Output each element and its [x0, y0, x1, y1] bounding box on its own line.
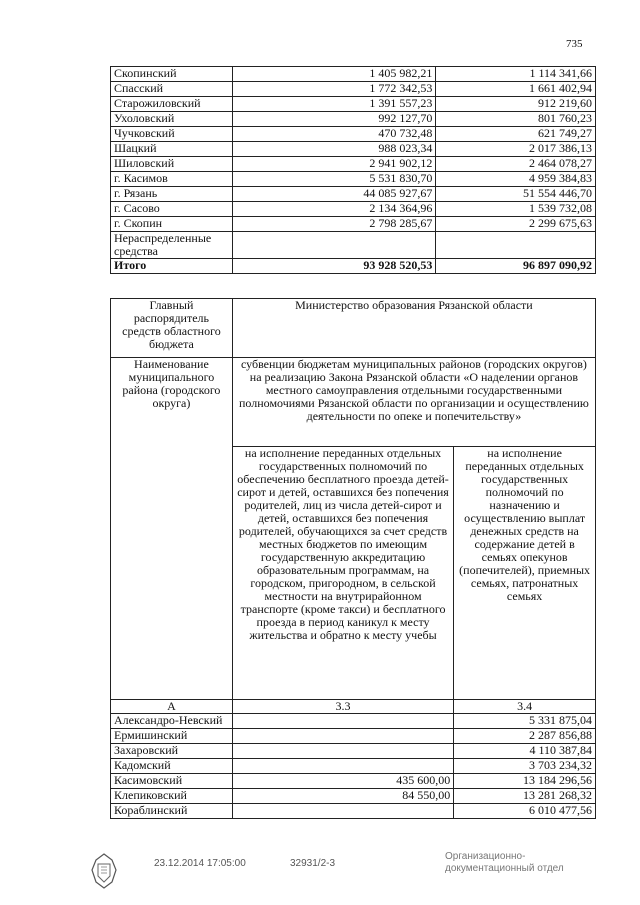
district-name: Ермишинский: [111, 729, 233, 744]
table-row: [111, 759, 596, 774]
district-name: Клепиковский: [111, 789, 233, 804]
amount-col-1: 992 127,70: [232, 112, 435, 127]
amount-col-2: 2 299 675,63: [436, 217, 596, 232]
district-name: Касимовский: [111, 774, 233, 789]
table-row: [111, 187, 596, 202]
table-row: [111, 232, 596, 259]
allocation-table-2: [110, 298, 596, 819]
district-name: Шацкий: [111, 142, 233, 157]
amount-col-3-3: 84 550,00: [232, 789, 453, 804]
district-name: Кораблинский: [111, 804, 233, 819]
amount-col-3-3: [232, 744, 453, 759]
table-row: [111, 127, 596, 142]
table-row: [111, 82, 596, 97]
amount-col-2: 912 219,60: [436, 97, 596, 112]
district-name: Захаровский: [111, 744, 233, 759]
amount-col-3-4: 4 110 387,84: [454, 744, 596, 759]
amount-col-1: 2 134 364,96: [232, 202, 435, 217]
table-row: [111, 804, 596, 819]
district-name: г. Сасово: [111, 202, 233, 217]
table-row: [111, 142, 596, 157]
footer-datetime: 23.12.2014 17:05:00: [154, 858, 246, 869]
header-manager-value: Министерство образования Рязанской области: [232, 299, 595, 358]
footer-note: Организационно-документационный отдел: [445, 851, 564, 874]
header-district-label: Наименование муниципального района (городского округа): [111, 358, 233, 700]
table-row: [111, 67, 596, 82]
table-row: [111, 112, 596, 127]
district-name: Старожиловский: [111, 97, 233, 112]
amount-col-3-4: 5 331 875,04: [454, 714, 596, 729]
amount-col-1: 44 085 927,67: [232, 187, 435, 202]
amount-col-1: 470 732,48: [232, 127, 435, 142]
header-manager-label: Главный распорядитель средств областного бюджета: [111, 299, 233, 358]
district-name: Ухоловский: [111, 112, 233, 127]
table-row: [111, 202, 596, 217]
amount-col-2: 2 464 078,27: [436, 157, 596, 172]
district-name: Шиловский: [111, 157, 233, 172]
amount-col-1: 5 531 830,70: [232, 172, 435, 187]
header-column-3-3: на исполнение переданных отдельных государственных полномочий по обеспечению бесплатного проезда детей-сирот и детей, оставшихся без попечения родителей, лиц из числа детей-сирот и детей, оставшихся без попечения родителей, обучающихся за счет средств местных бюджетов по имеющим государственную аккредитацию образовательным программам, на городском, пригородном, в сельской местности на внутрирайонном транспорте (кроме такси) и бесплатного проезда в период каникул к месту жительства и обратно к месту учебы: [232, 447, 453, 700]
amount-col-2: 1 661 402,94: [436, 82, 596, 97]
amount-col-3-4: 6 010 477,56: [454, 804, 596, 819]
district-name: г. Касимов: [111, 172, 233, 187]
amount-col-3-4: 13 281 268,32: [454, 789, 596, 804]
district-name: г. Скопин: [111, 217, 233, 232]
table-row: [111, 744, 596, 759]
amount-col-2: 51 554 446,70: [436, 187, 596, 202]
table-row: [111, 714, 596, 729]
code-3-3: 3.3: [232, 700, 453, 714]
district-name: Александро-Невский: [111, 714, 233, 729]
amount-col-1: 1 405 982,21: [232, 67, 435, 82]
code-3-4: 3.4: [454, 700, 596, 714]
amount-col-1: 2 798 285,67: [232, 217, 435, 232]
amount-col-3-4: 3 703 234,32: [454, 759, 596, 774]
amount-col-1: [232, 232, 435, 259]
amount-col-3-4: 2 287 856,88: [454, 729, 596, 744]
amount-col-3-3: [232, 729, 453, 744]
header-subvention: субвенции бюджетам муниципальных районов (городских округов) на реализацию Закона Рязанской области «О наделении органов местного самоуправления отдельными государственными полномочиями Рязанской области по организации и осуществлению деятельности по опеке и попечительству»: [232, 358, 595, 447]
amount-col-1: 2 941 902,12: [232, 157, 435, 172]
coat-of-arms-stamp: [88, 852, 120, 890]
amount-col-3-3: [232, 759, 453, 774]
total-col-1: 93 928 520,53: [232, 259, 435, 274]
district-name: г. Рязань: [111, 187, 233, 202]
amount-col-2: 1 114 341,66: [436, 67, 596, 82]
total-col-2: 96 897 090,92: [436, 259, 596, 274]
table-row: [111, 157, 596, 172]
table-row: [111, 729, 596, 744]
amount-col-1: 1 391 557,23: [232, 97, 435, 112]
table-row: [111, 172, 596, 187]
district-name: Скопинский: [111, 67, 233, 82]
table-row: [111, 217, 596, 232]
amount-col-3-4: 13 184 296,56: [454, 774, 596, 789]
amount-col-2: 1 539 732,08: [436, 202, 596, 217]
amount-col-3-3: 435 600,00: [232, 774, 453, 789]
header-column-3-4: на исполнение переданных отдельных государственных полномочий по назначению и осуществлению выплат денежных средств на содержание детей в семьях опекунов (попечителей), приемных семьях, патронатных семьях: [454, 447, 596, 700]
amount-col-3-3: [232, 804, 453, 819]
page-number: 735: [566, 38, 583, 50]
amount-col-2: 621 749,27: [436, 127, 596, 142]
total-row: [111, 259, 596, 274]
district-name: Нераспределенные средства: [111, 232, 233, 259]
footer-doc-id: 32931/2-3: [290, 858, 336, 869]
amount-col-3-3: [232, 714, 453, 729]
allocation-table-1: [110, 66, 596, 274]
table-row: [111, 774, 596, 789]
amount-col-2: 801 760,23: [436, 112, 596, 127]
table-row: [111, 97, 596, 112]
amount-col-2: 4 959 384,83: [436, 172, 596, 187]
amount-col-2: 2 017 386,13: [436, 142, 596, 157]
code-a: А: [111, 700, 233, 714]
district-name: Кадомский: [111, 759, 233, 774]
total-label: Итого: [111, 259, 233, 274]
table-row: [111, 789, 596, 804]
amount-col-1: 1 772 342,53: [232, 82, 435, 97]
district-name: Чучковский: [111, 127, 233, 142]
amount-col-2: [436, 232, 596, 259]
amount-col-1: 988 023,34: [232, 142, 435, 157]
district-name: Спасский: [111, 82, 233, 97]
